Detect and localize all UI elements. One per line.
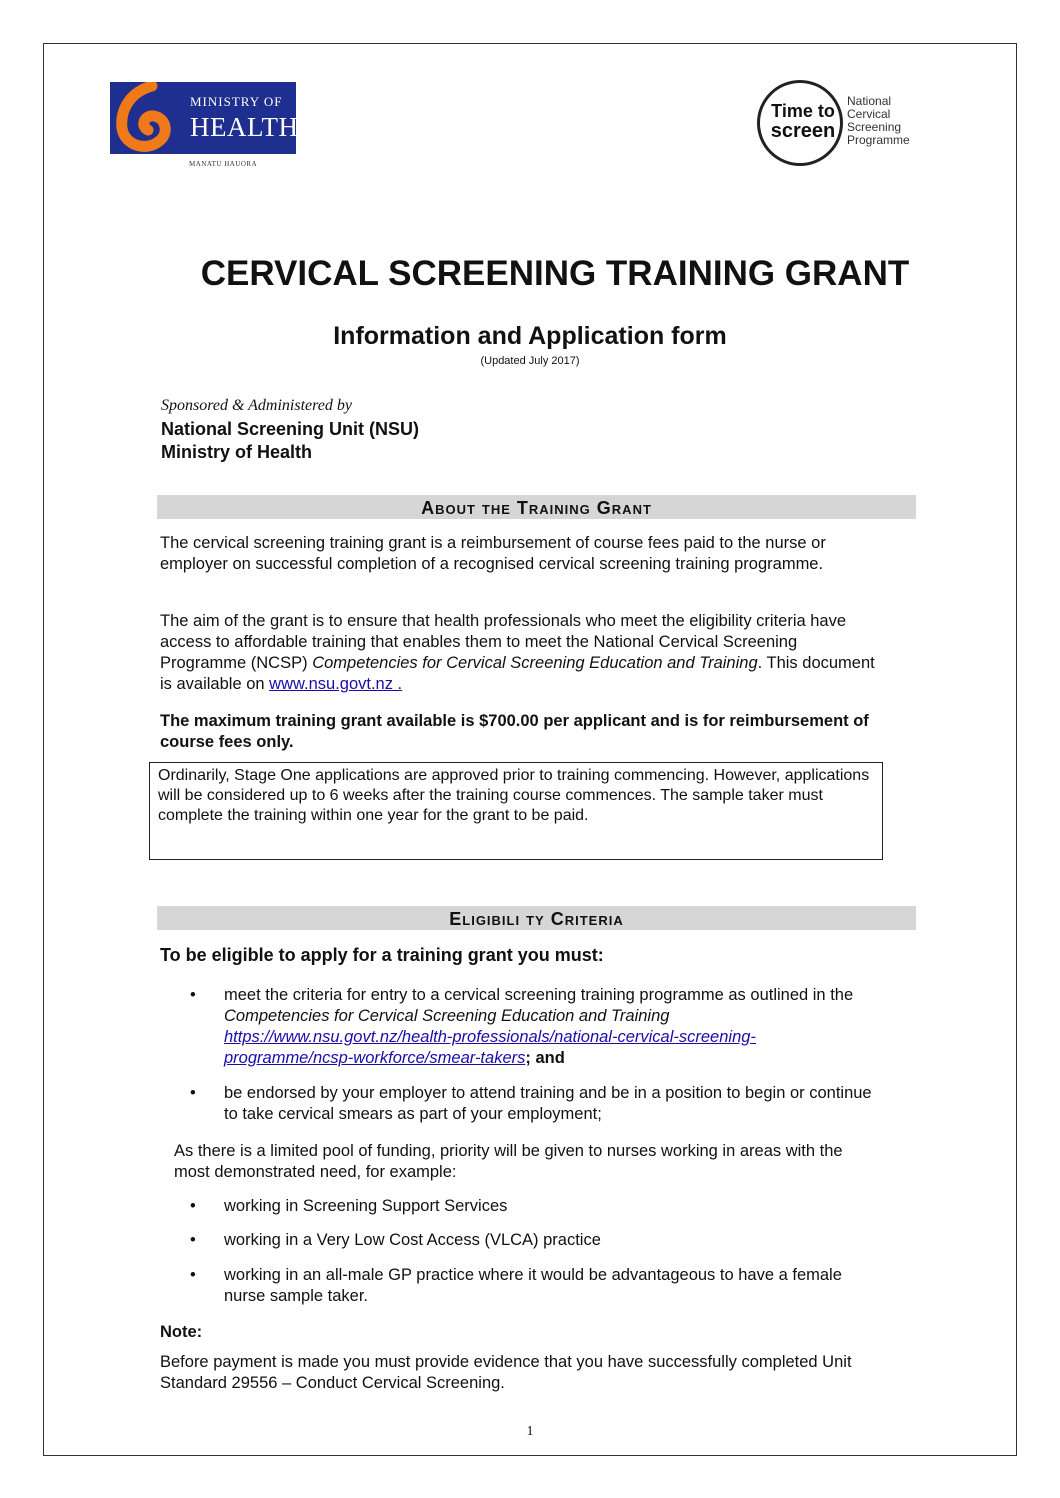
moh-line1: MINISTRY OF bbox=[190, 94, 283, 109]
stage-one-box: Ordinarily, Stage One applications are approved prior to training commencing. However, applications will be considered up to 6 weeks after the training course commences. The sample taker must complete the training within one year for the grant to be paid. bbox=[149, 762, 883, 860]
updated-date: (Updated July 2017) bbox=[480, 355, 580, 367]
bullet-icon: • bbox=[190, 1266, 196, 1284]
note-text: Before payment is made you must provide evidence that you have successfully completed Unit Standard 29556 – Conduct Cervical Screening. bbox=[160, 1353, 852, 1392]
ministry-of-health-logo bbox=[110, 82, 299, 172]
eligibility-intro: To be eligible to apply for a training grant you must: bbox=[160, 945, 604, 965]
sponsor-org-nsu: National Screening Unit (NSU) bbox=[161, 419, 420, 439]
tts-programme-name: National Cervical Screening Programme bbox=[847, 94, 910, 147]
bullet-icon: • bbox=[190, 986, 196, 1004]
note-label: Note: bbox=[160, 1323, 203, 1341]
sponsor-label: Sponsored & Administered by bbox=[161, 397, 352, 414]
bullet-icon: • bbox=[190, 1231, 196, 1249]
max-grant-notice: The maximum training grant available is $700.00 per applicant and is for reimbursement of course fees only. bbox=[160, 712, 869, 751]
smear-takers-link[interactable]: https://www.nsu.govt.nz/health-professionals/national-cervical-screening-programme/ncsp-workforce/smear-takers bbox=[224, 1028, 756, 1067]
sponsor-org-moh: Ministry of Health bbox=[161, 442, 313, 462]
tts-circle bbox=[757, 80, 843, 166]
about-paragraph-2: The aim of the grant is to ensure that health professionals who meet the eligibility criteria have access to affordable training that enables them to meet the National Cervical Screening Programme (NCSP) Competencies for Cervical Screening Education and Training. This document is available on www.nsu.govt.nz . bbox=[160, 612, 875, 693]
priority-paragraph: As there is a limited pool of funding, priority will be given to nurses working in areas with the most demonstrated need, for example: bbox=[174, 1142, 843, 1181]
tts-line1: Time to bbox=[771, 101, 835, 121]
moh-maori-name: MANATU HAUORA bbox=[189, 160, 258, 168]
about-paragraph-1: The cervical screening training grant is a reimbursement of course fees paid to the nurse or employer on successful completion of a recognised cervical screening training programme. bbox=[160, 534, 826, 573]
page-title: CERVICAL SCREENING TRAINING GRANT bbox=[200, 254, 910, 293]
moh-logo-background bbox=[110, 82, 299, 154]
page-number: 1 bbox=[526, 1424, 534, 1439]
competencies-title: Competencies for Cervical Screening Education and Training bbox=[312, 654, 758, 672]
time-to-screen-logo bbox=[757, 80, 957, 175]
koru-icon bbox=[112, 82, 184, 154]
nsu-link[interactable]: www.nsu.govt.nz . bbox=[269, 675, 403, 693]
about-heading: About the Training Grant bbox=[157, 495, 916, 519]
tts-line2: screen bbox=[770, 120, 836, 142]
bullet-icon: • bbox=[190, 1084, 196, 1102]
eligibility-heading: Eligibili ty Criteria bbox=[157, 906, 916, 930]
bullet-icon: • bbox=[190, 1197, 196, 1215]
page-subtitle: Information and Application form bbox=[333, 322, 727, 350]
moh-line2: HEALTH bbox=[190, 112, 299, 142]
